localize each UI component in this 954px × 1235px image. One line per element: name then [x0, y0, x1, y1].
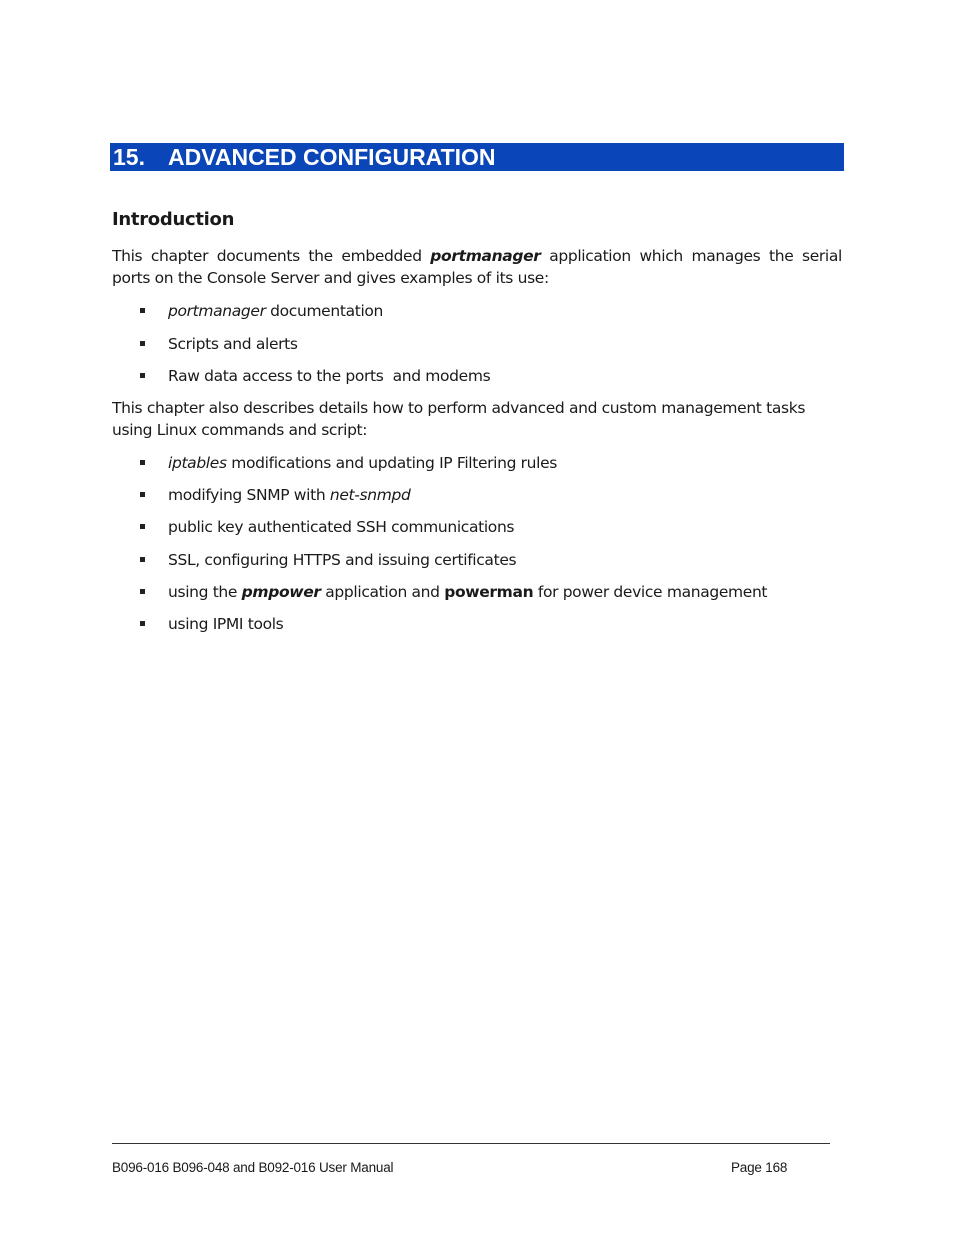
list-item-text: using the	[168, 583, 242, 601]
bullet-square-icon	[140, 373, 145, 378]
app-name-portmanager: portmanager	[430, 247, 541, 265]
bullet-square-icon	[140, 621, 145, 626]
list-item-text: application and	[320, 583, 445, 601]
list-item-emphasis: net-snmpd	[329, 486, 411, 504]
list-item-text: using IPMI tools	[168, 615, 284, 633]
bullet-square-icon	[140, 460, 145, 465]
section-heading: Introduction	[112, 209, 235, 230]
bullet-square-icon	[140, 492, 145, 497]
intro-text-post: application which manages the serial	[540, 247, 842, 265]
list-item-text: public key authenticated SSH communications	[168, 518, 515, 536]
list-item-text: documentation	[265, 302, 384, 320]
chapter-title: ADVANCED CONFIGURATION	[168, 144, 496, 170]
list-item-text: for power device management	[533, 583, 768, 601]
intro-paragraph	[112, 245, 842, 289]
list-item-text: SSL, configuring HTTPS and issuing certificates	[168, 551, 517, 569]
footer-divider	[112, 1143, 830, 1144]
bullet-square-icon	[140, 557, 145, 562]
app-name-powerman: powerman	[444, 583, 534, 601]
intro-line-2: ports on the Console Server and gives examples of its use:	[112, 269, 549, 287]
second-line-1: This chapter also describes details how to perform advanced and custom management tasks	[112, 399, 806, 417]
list-item-text: modifications and updating IP Filtering rules	[226, 454, 558, 472]
list-item-emphasis: portmanager	[168, 302, 266, 320]
bullet-square-icon	[140, 341, 145, 346]
second-paragraph	[112, 397, 842, 441]
chapter-number: 15.	[113, 144, 145, 170]
bullet-square-icon	[140, 308, 145, 313]
app-name-pmpower: pmpower	[241, 583, 321, 601]
list-item-text: Scripts and alerts	[168, 335, 298, 353]
list-item-text: modifying SNMP with	[168, 486, 330, 504]
list-item-text: Raw data access to the ports and modems	[168, 367, 491, 385]
intro-line-1	[112, 245, 842, 267]
footer-manual-title: B096-016 B096-048 and B092-016 User Manual	[112, 1160, 394, 1175]
second-line-2: using Linux commands and script:	[112, 421, 368, 439]
bullet-square-icon	[140, 589, 145, 594]
footer-page-number: Page 168	[731, 1160, 788, 1175]
list-item-emphasis: iptables	[168, 454, 227, 472]
intro-text-pre: This chapter documents the embedded	[112, 247, 431, 265]
chapter-title-bar	[110, 143, 844, 171]
bullet-square-icon	[140, 524, 145, 529]
